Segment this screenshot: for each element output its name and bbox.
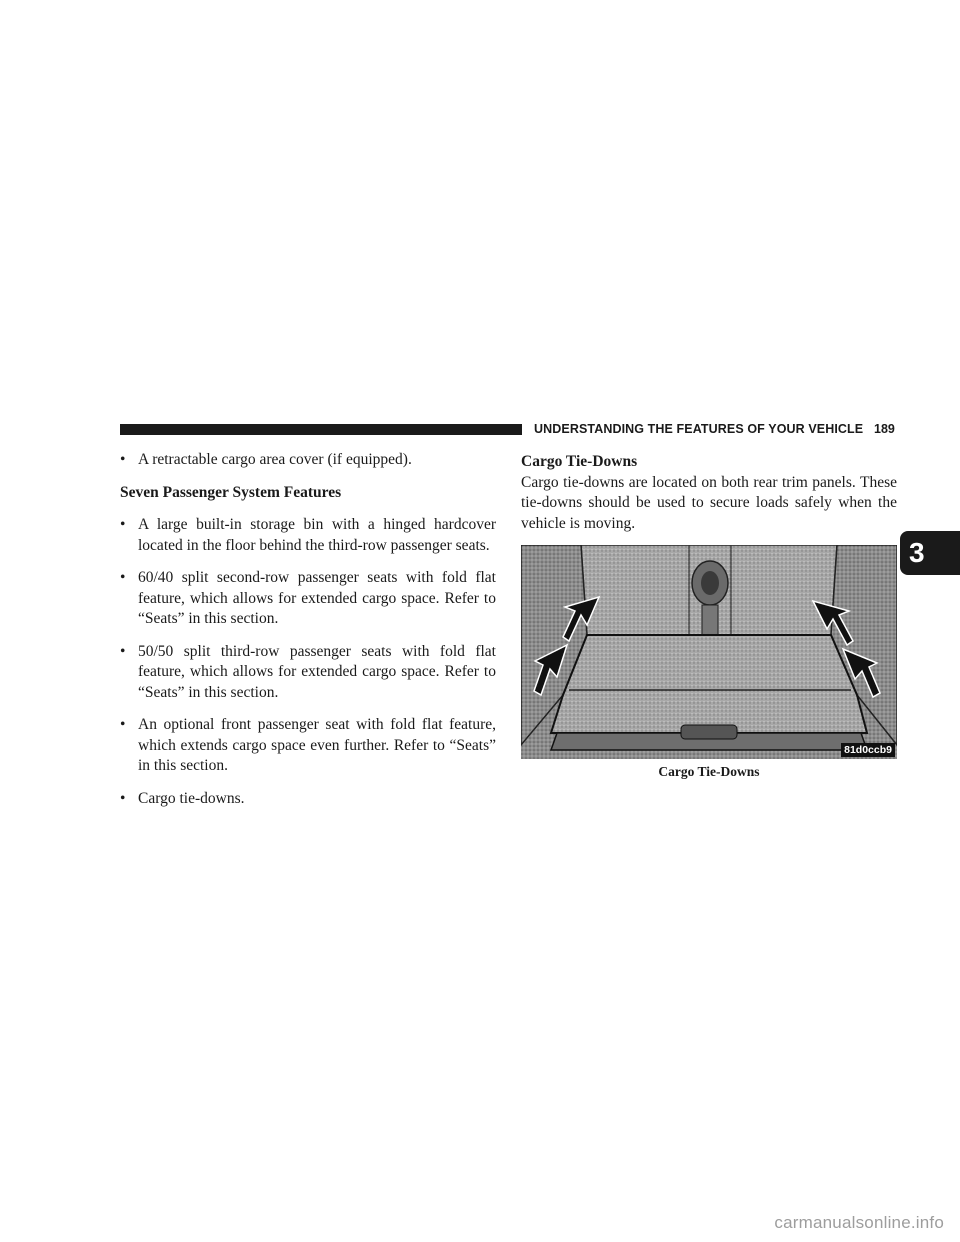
section-tab: 3 [900, 531, 960, 575]
bullet-icon: • [120, 642, 126, 660]
list-item [120, 568, 496, 630]
bullet-text: An optional front passenger seat with fold flat feature, which extends cargo space even further. Refer to “Seats” in this section. [138, 716, 496, 774]
body-paragraph: Cargo tie-downs are located on both rear trim panels. These tie-downs should be used to secure loads safely when the vehicle is moving. [521, 473, 897, 532]
list-item [120, 642, 496, 704]
bullet-text: 50/50 split third-row passenger seats with fold flat feature, which allows for extended cargo space. Refer to “Seats” in this section. [138, 642, 496, 701]
section-heading: Cargo Tie-Downs [521, 453, 638, 470]
list-item [120, 789, 496, 810]
list-item [120, 715, 496, 777]
figure-code: 81d0ccb9 [841, 743, 895, 757]
bullet-text: A large built-in storage bin with a hinged hardcover located in the floor behind the third-row passenger seats. [138, 516, 496, 554]
cargo-area-illustration [521, 545, 897, 759]
bullet-icon: • [120, 789, 126, 807]
bullet-text: Cargo tie-downs. [138, 789, 245, 807]
bullet-icon: • [120, 451, 126, 468]
right-column [521, 452, 897, 780]
running-header: UNDERSTANDING THE FEATURES OF YOUR VEHICLE [534, 422, 864, 436]
section-heading: Seven Passenger System Features [120, 483, 342, 501]
bullet-icon: • [120, 569, 126, 586]
bullet-icon: • [120, 716, 126, 733]
header-rule [120, 424, 522, 435]
left-column [120, 450, 496, 821]
cargo-area-drawing [521, 545, 897, 759]
figure-caption: Cargo Tie-Downs [658, 764, 760, 779]
watermark: carmanualsonline.info [774, 1213, 944, 1232]
bullet-text: 60/40 split second-row passenger seats with fold flat feature, which allows for extended cargo space. Refer to “Seats” in this section. [138, 569, 496, 627]
bullet-text: A retractable cargo area cover (if equipped). [138, 451, 412, 468]
bullet-icon: • [120, 516, 126, 533]
list-item [120, 450, 496, 471]
page-number: 189 [874, 422, 895, 436]
list-item [120, 515, 496, 556]
